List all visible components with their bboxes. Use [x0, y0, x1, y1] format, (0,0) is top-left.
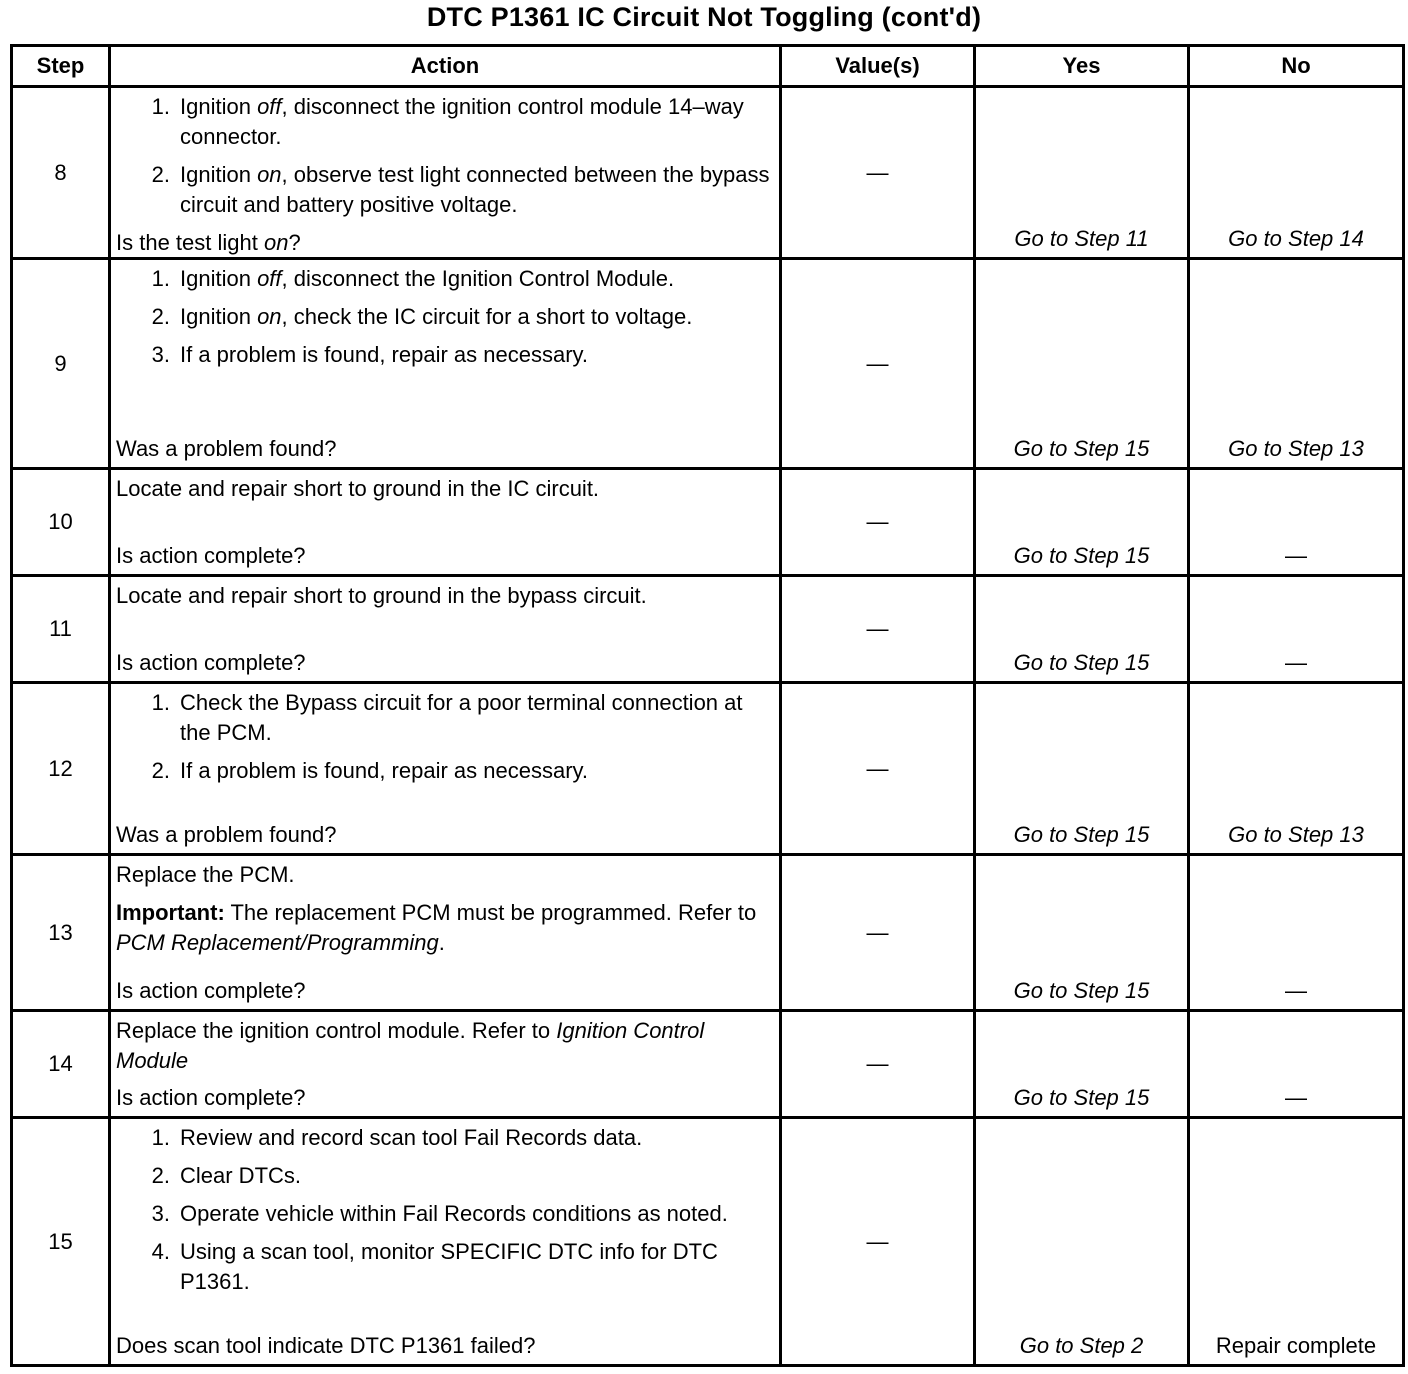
header-values: Value(s) — [781, 46, 975, 87]
table-row — [12, 1011, 1404, 1118]
question: Is action complete? — [116, 978, 306, 1003]
table-row — [12, 1118, 1404, 1366]
list-item: 2. Ignition on, check the IC circuit for a short to voltage. — [151, 304, 693, 329]
action-cell — [110, 259, 781, 469]
question: Is action complete? — [116, 650, 306, 675]
action-text: Locate and repair short to ground in the IC circuit. — [116, 476, 600, 501]
list-item: 3. If a problem is found, repair as necessary. — [151, 342, 589, 367]
value-cell: — — [781, 576, 975, 683]
value-cell: — — [781, 469, 975, 576]
yes-link: Go to Step 11 — [975, 87, 1189, 259]
table-row — [12, 683, 1404, 855]
value-cell: — — [781, 855, 975, 1011]
list-item: 1. Ignition off, disconnect the ignition control module 14–way connector. — [151, 94, 744, 149]
table-row — [12, 855, 1404, 1011]
no-link: — — [1189, 469, 1404, 576]
action-text: Replace the PCM. — [116, 862, 295, 887]
step-number: 9 — [12, 259, 110, 469]
yes-link: Go to Step 15 — [975, 683, 1189, 855]
no-link: Go to Step 14 — [1189, 87, 1404, 259]
page-title: DTC P1361 IC Circuit Not Toggling (cont'd) — [426, 2, 982, 32]
list-item: 3. Operate vehicle within Fail Records conditions as noted. — [151, 1201, 728, 1226]
step-number: 15 — [12, 1118, 110, 1366]
action-cell — [110, 1118, 781, 1366]
no-link: Go to Step 13 — [1189, 683, 1404, 855]
yes-link: Go to Step 2 — [975, 1118, 1189, 1366]
value-cell: — — [781, 683, 975, 855]
no-link: Go to Step 13 — [1189, 259, 1404, 469]
header-action: Action — [110, 46, 781, 87]
yes-link: Go to Step 15 — [975, 259, 1189, 469]
question: Is action complete? — [116, 1085, 306, 1110]
header-no: No — [1189, 46, 1404, 87]
yes-link: Go to Step 15 — [975, 469, 1189, 576]
question: Is the test light on? — [116, 230, 301, 255]
yes-link: Go to Step 15 — [975, 855, 1189, 1011]
action-cell — [110, 469, 781, 576]
action-cell — [110, 1011, 781, 1118]
step-number: 12 — [12, 683, 110, 855]
list-item: 4. Using a scan tool, monitor SPECIFIC DTC info for DTC P1361. — [151, 1239, 718, 1294]
step-number: 10 — [12, 469, 110, 576]
list-item: 1. Check the Bypass circuit for a poor terminal connection at the PCM. — [151, 690, 743, 745]
step-number: 14 — [12, 1011, 110, 1118]
action-cell — [110, 87, 781, 259]
action-text: Replace the ignition control module. Refer to Ignition Control Module — [116, 1018, 705, 1073]
list-item: 1. Ignition off, disconnect the Ignition Control Module. — [151, 266, 675, 291]
list-item: 1. Review and record scan tool Fail Records data. — [151, 1125, 643, 1150]
table-row — [12, 469, 1404, 576]
step-number: 13 — [12, 855, 110, 1011]
yes-link: Go to Step 15 — [975, 576, 1189, 683]
step-number: 8 — [12, 87, 110, 259]
list-item: 2. If a problem is found, repair as necessary. — [151, 758, 589, 783]
action-text: Locate and repair short to ground in the bypass circuit. — [116, 583, 647, 608]
value-cell: — — [781, 87, 975, 259]
table-row — [12, 87, 1404, 259]
yes-link: Go to Step 15 — [975, 1011, 1189, 1118]
action-cell — [110, 683, 781, 855]
no-link: — — [1189, 576, 1404, 683]
question: Is action complete? — [116, 543, 306, 568]
table-row — [12, 576, 1404, 683]
action-cell — [110, 855, 781, 1011]
important-note: Important: The replacement PCM must be programmed. Refer to PCM Replacement/Programming. — [116, 900, 757, 955]
list-item: 2. Clear DTCs. — [151, 1163, 302, 1188]
question: Was a problem found? — [116, 822, 337, 847]
action-cell — [110, 576, 781, 683]
table-row — [12, 259, 1404, 469]
header-step: Step — [12, 46, 110, 87]
value-cell: — — [781, 1011, 975, 1118]
no-link: — — [1189, 1011, 1404, 1118]
value-cell: — — [781, 259, 975, 469]
header-yes: Yes — [975, 46, 1189, 87]
question: Was a problem found? — [116, 436, 337, 461]
no-link: — — [1189, 855, 1404, 1011]
question: Does scan tool indicate DTC P1361 failed? — [116, 1333, 536, 1358]
no-link: Repair complete — [1189, 1118, 1404, 1366]
value-cell: — — [781, 1118, 975, 1366]
header-row — [12, 46, 1404, 87]
list-item: 2. Ignition on, observe test light connected between the bypass circuit and battery positive voltage. — [151, 162, 770, 217]
step-number: 11 — [12, 576, 110, 683]
diagnostic-table — [10, 44, 1405, 1367]
